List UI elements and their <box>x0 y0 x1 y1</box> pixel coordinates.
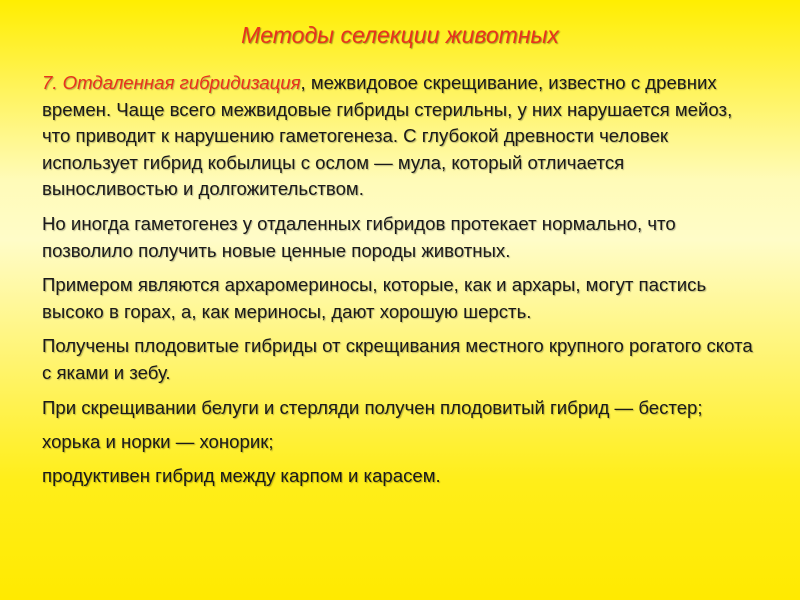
paragraph-text: При скрещивании белуги и стерляди получен плодовитый гибрид — бестер; <box>42 396 703 418</box>
paragraph-honorik <box>42 429 764 456</box>
paragraph-text: продуктивен гибрид между карпом и карасем. <box>42 464 441 486</box>
slide-title: Методы селекции животных <box>241 22 559 48</box>
paragraph-distant-hybridization <box>42 70 764 203</box>
paragraph-arkharomerino <box>42 272 764 325</box>
paragraph-text: Но иногда гаметогенез у отдаленных гибридов протекает нормально, что позволило получить новые ценные породы животных. <box>42 212 676 261</box>
paragraph-carp-crucian <box>42 463 764 490</box>
paragraph-bester <box>42 395 764 422</box>
paragraph-text: Примером являются архаромериносы, которые, как и архары, могут пастись высоко в горах, а, как мериносы, дают хорошую шерсть. <box>42 274 707 322</box>
paragraph-text: хорька и норки — хонорик; <box>42 431 274 453</box>
slide-body <box>42 70 764 497</box>
paragraph-text: , межвидовое скрещивание, известно с древних времен. Чаще всего межвидовые гибриды стерильны, у них нарушается мейоз, что приводит к нарушению гаметогенеза. С глубокой древности человек использует гибрид кобылицы с ослом — мула, который отличается выносливостью и долгожительством. <box>42 72 733 200</box>
paragraph-yak-zebu-hybrids <box>42 333 764 386</box>
paragraph-text: Получены плодовитые гибриды от скрещивания местного крупного рогатого скота с яками и зебу. <box>42 335 753 383</box>
paragraph-lead-term: 7. Отдаленная гибридизация <box>42 72 301 93</box>
paragraph-normal-gametogenesis <box>42 211 764 264</box>
